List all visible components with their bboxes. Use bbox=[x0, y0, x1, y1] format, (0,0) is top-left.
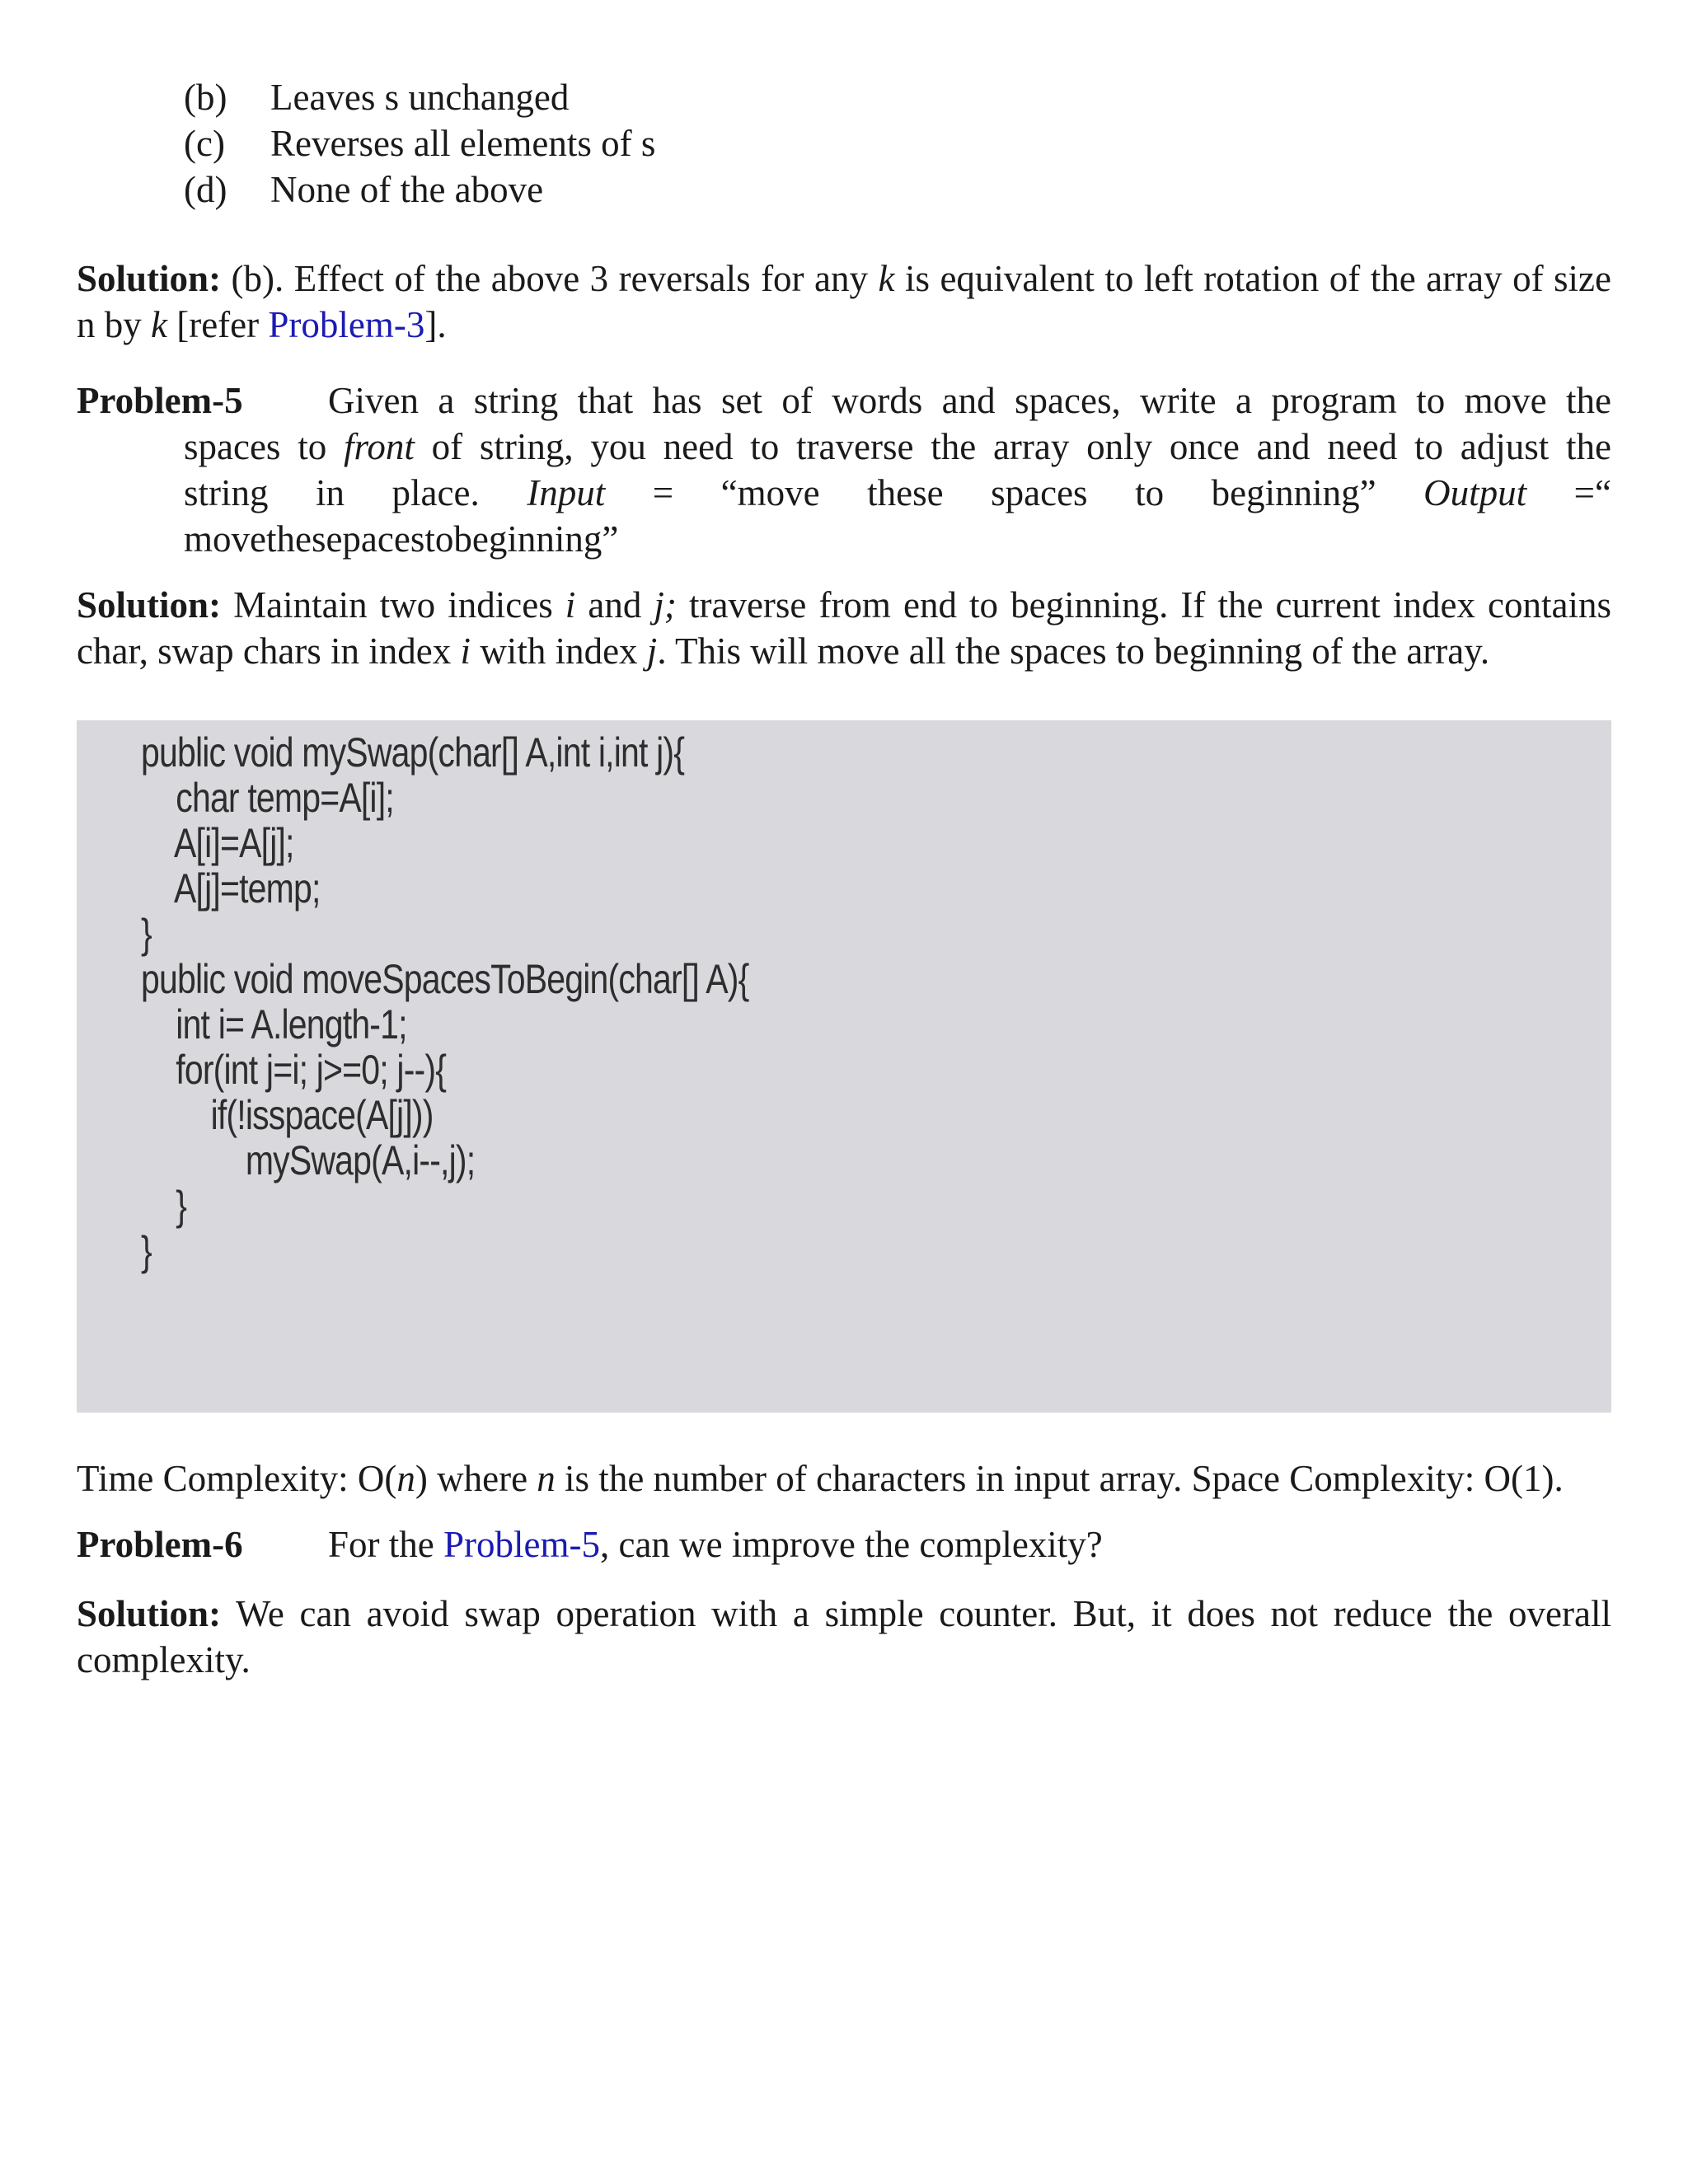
text: Time Complexity: O( bbox=[77, 1458, 397, 1499]
text: of string, you need to traverse the array only once and need to adjust the bbox=[414, 426, 1611, 467]
solution-label: Solution: bbox=[77, 584, 222, 626]
emph: front bbox=[343, 426, 415, 467]
text: =“ bbox=[1526, 472, 1611, 513]
problem-5-body bbox=[184, 424, 1611, 562]
text: and bbox=[575, 584, 654, 626]
code-block bbox=[77, 720, 1611, 1413]
problem-text bbox=[328, 1521, 1103, 1568]
problem-5-head bbox=[77, 377, 1611, 424]
option-text: None of the above bbox=[270, 169, 544, 210]
text: [refer bbox=[166, 304, 269, 345]
option-label: (c) bbox=[184, 123, 225, 164]
var-n: n bbox=[537, 1458, 556, 1499]
var-n: n bbox=[396, 1458, 415, 1499]
solution-label: Solution: bbox=[77, 1593, 222, 1634]
text: traverse from end to beginning. If the current index contains char, swap chars in index bbox=[77, 584, 1612, 672]
text: with index bbox=[471, 630, 647, 672]
var-i: i bbox=[460, 630, 471, 672]
text: We can avoid swap operation with a simple counter. But, it does not reduce the overall complexity. bbox=[77, 1593, 1611, 1680]
problem-text: Given a string that has set of words and spaces, write a program to move the bbox=[328, 380, 1611, 421]
option-label: (d) bbox=[184, 169, 227, 210]
problem-3-link[interactable]: Problem-3 bbox=[268, 304, 425, 345]
var-j: j bbox=[646, 630, 658, 672]
problem-6 bbox=[77, 1521, 1611, 1568]
text: . This will move all the spaces to beginning of the array. bbox=[657, 630, 1490, 672]
text: ]. bbox=[424, 304, 447, 345]
problem-line bbox=[184, 470, 1611, 516]
problem-title: Problem-6 bbox=[77, 1524, 243, 1565]
var-i: i bbox=[565, 584, 576, 626]
emph: Output bbox=[1423, 472, 1527, 513]
problem-line: movethesepacestobeginning” bbox=[184, 518, 619, 560]
answer-options bbox=[184, 74, 1611, 213]
emph: Input bbox=[527, 472, 606, 513]
text: string in place. bbox=[184, 472, 528, 513]
text: Maintain two indices bbox=[221, 584, 565, 626]
option-d bbox=[184, 166, 1611, 213]
code-listing: public void mySwap(char[] A,int i,int j){ char temp=A[i]; A[i]=A[j]; A[j]=temp; } public void moveSpacesToBegin(char[] A){ int i= A.length-1; for(int j=i; j>=0; j--){ if(!isspace(A[j])) mySwap(A,i--,j); } } bbox=[141, 729, 749, 1274]
var-j: j; bbox=[654, 584, 677, 626]
solution-4-paragraph bbox=[77, 255, 1611, 348]
text: ) where bbox=[415, 1458, 537, 1499]
problem-5 bbox=[77, 377, 1611, 562]
var-k: k bbox=[878, 258, 895, 299]
problem-line bbox=[184, 424, 1611, 470]
var-k: k bbox=[151, 304, 167, 345]
option-b bbox=[184, 74, 1611, 120]
problem-6-head bbox=[77, 1521, 1611, 1568]
problem-title: Problem-5 bbox=[77, 380, 243, 421]
solution-5-paragraph bbox=[77, 582, 1611, 674]
text: (b). Effect of the above 3 reversals for any bbox=[221, 258, 879, 299]
text: spaces to bbox=[184, 426, 344, 467]
problem-5-link[interactable]: Problem-5 bbox=[443, 1524, 600, 1565]
option-text: Reverses all elements of s bbox=[270, 123, 656, 164]
text: is equivalent to left rotation of the array of size n by bbox=[77, 258, 1611, 345]
text: , can we improve the complexity? bbox=[599, 1524, 1103, 1565]
option-c bbox=[184, 120, 1611, 166]
solution-6-paragraph bbox=[77, 1591, 1611, 1683]
solution-label: Solution: bbox=[77, 258, 222, 299]
complexity-paragraph bbox=[77, 1455, 1611, 1502]
text: = “move these spaces to beginning” bbox=[605, 472, 1424, 513]
option-text: Leaves s unchanged bbox=[270, 77, 570, 118]
page bbox=[77, 74, 1611, 1683]
text: is the number of characters in input array. Space Complexity: O(1). bbox=[555, 1458, 1564, 1499]
option-label: (b) bbox=[184, 77, 227, 118]
text: For the bbox=[328, 1524, 443, 1565]
